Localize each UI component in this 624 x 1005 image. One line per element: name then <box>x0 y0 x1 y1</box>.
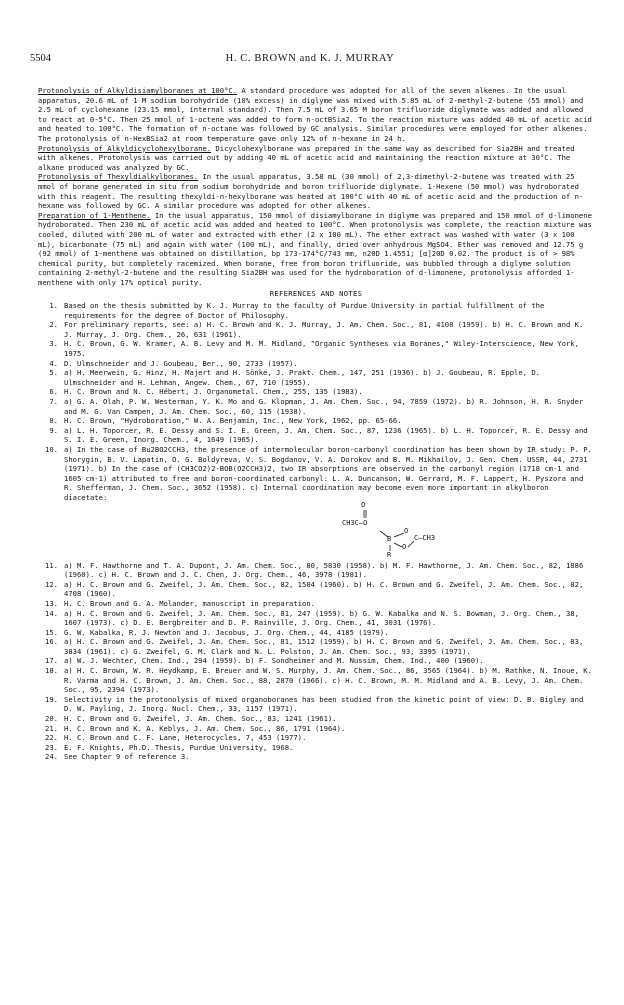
reference-number: 17. <box>45 656 58 666</box>
reference-number: 11. <box>45 560 58 570</box>
reference-text: H. C. Brown and G. Zweifel, J. Am. Chem. Soc., 83, 1241 (1961). <box>64 714 337 724</box>
reference-text: H. C. Brown and C. F. Lane, Heterocycles, 7, 453 (1977). <box>64 733 307 743</box>
reference-number: 12. <box>45 579 58 589</box>
reference-number: 4. <box>49 358 58 368</box>
reference-number: 7. <box>49 397 58 406</box>
reference-number: 6. <box>49 387 58 397</box>
ring-oxygen-label: O <box>404 526 409 535</box>
reference-number: 2. <box>49 320 58 330</box>
paragraph-text: In the usual apparatus, 3.58 mL (30 mmol) of 2,3-dimethyl-2-butene was treated with 25 mmol of borane generated in situ from sodium borohydride and boron trifluoride diglymate. 1-Hexene (50 mmol) was hydroborated with this reagent. The resulting thexyldi-n-hexylborane was heated at 100°C with 40 mL of acetic acid and the production of n-hexane was followed by GC. A similar procedure was adopted for other alkenes. <box>38 172 584 211</box>
reference-number: 23. <box>45 742 58 752</box>
reference-text: a) H. C. Brown, W. R. Heydkamp, E. Breuer and W. S. Murphy, J. Am. Chem. Soc., 86, 3565 (1964). b) M. Rathke, N. Inoue, K. R. Varma and H. C. Brown, J. Am. Chem. Soc., 88, 2870 (1966). c) H. C. Brown, M. M. Midland and A. B. Levy, J. Am. Chem. Soc., 95, 2394 (1973). <box>64 666 592 695</box>
carbonyl-oxygen-label: O <box>361 500 366 509</box>
reference-item <box>38 714 594 724</box>
reference-text: G. W. Kabalka, R. J. Newton and J. Jacobus, J. Org. Chem., 44, 4185 (1979). <box>64 627 389 637</box>
references-title: REFERENCES AND NOTES <box>269 289 363 299</box>
reference-item <box>38 656 594 666</box>
reference-number: 19. <box>45 694 58 704</box>
reference-text: E. F. Knights, Ph.D. Thesis, Purdue University, 1968. <box>64 742 294 752</box>
reference-number: 8. <box>49 416 58 426</box>
paragraph-text: In the usual apparatus, 150 mmol of disiamylborane in diglyme was prepared and 150 mmol of d-limonene hydroborated. Then 230 mL of acetic acid was added and heated to 100°C. When protonolysis was complete, the reaction mixture was cooled, diluted with 200 mL of water and extracted with ether (2 x 100 mL). The ether extract was washed with water (3 x 100 mL), bicarbonate (75 mL) and again with water (100 mL), and finally, dried over anhydrous MgSO4. Ether was removed and 12.75 g (92 mmol) of 1-menthene was obtained on distillation, bp 173-174°C/743 mm, n20D 1.4551; [α]20D 0.02. The product is of > 98% chemical purity, but completely racemized. When borane, free from boron trifluoride, was bubbled through a diglyme solution containing 2-methyl-2-butene and the resulting Sia2BH was used for the hydroboration of d-limonene, protonolysis afforded 1-menthene with only 17% optical purity. <box>38 210 592 287</box>
reference-item <box>38 445 594 503</box>
reference-item <box>38 637 594 656</box>
reference-number: 13. <box>45 598 58 608</box>
page-number: 5504 <box>30 53 51 64</box>
acetate-carbon-label: C—CH3 <box>414 533 436 542</box>
paragraph-text: Dicyclohexylborane was prepared in the same way as described for Sia2BH and treated with alkenes. Protonolysis was carried out by adding 40 mL of acetic acid and maintaining the reaction mixture at 30°C. The alkane produced was analyzed by GC. <box>38 143 575 172</box>
reference-item <box>38 733 594 743</box>
reference-text: a) H. Meerwein, G. Hinz, H. Majert and H. Sönke, J. Prakt. Chem., 147, 251 (1936). b) J. Goubeau, R. Epple, D. Ulmschneider and H. Lehman, Angew. Chem., 67, 710 (1955). <box>64 368 540 387</box>
reference-number: 5. <box>49 368 58 378</box>
reference-text: a) H. C. Brown and G. Zweifel, J. Am. Chem. Soc., 81, 1512 (1959). b) H. C. Brown and G. Zweifel, J. Am. Chem. Soc., 83, 3834 (1961). c) G. Zweifel, G. M. Clark and N. L. Polston, J. Am. Chem. Soc., 93, 3395 (1971). <box>64 637 584 656</box>
reference-text: H. C. Brown and K. A. Keblys, J. Am. Chem. Soc., 86, 1791 (1964). <box>64 723 346 733</box>
reference-item <box>38 752 594 762</box>
page-header <box>30 53 590 67</box>
alkylboron-diacetate-structure <box>338 500 594 561</box>
reference-number: 3. <box>49 339 58 349</box>
reference-item <box>38 580 594 599</box>
reference-text: H. C. Brown and N. C. Hébert, J. Organometal. Chem., 255, 135 (1983). <box>64 387 363 397</box>
reference-item <box>38 368 594 387</box>
reference-text: Based on the thesis submitted by K. J. Murray to the faculty of Purdue University in partial fulfillment of the requirements for the degree of Doctor of Philosophy. <box>64 301 545 320</box>
reference-number: 22. <box>45 733 58 743</box>
reference-text: a) G. A. Olah, P. W. Westerman, Y. K. Mo and G. Klopman, J. Am. Chem. Soc., 94, 7859 (1972). b) R. Johnson, H. R. Snyder and M. G. Van Campen, J. Am. Chem. Soc., 60, 115 (1938). <box>64 397 584 416</box>
reference-item <box>38 416 594 426</box>
reference-text: H. C. Brown, G. W. Kramer, A. B. Levy and M. M. Midland, "Organic Syntheses via Boranes," Wiley-Interscience, New York, 1975. <box>64 339 579 359</box>
reference-item <box>38 695 594 714</box>
reference-item <box>38 301 594 320</box>
reference-item <box>38 609 594 628</box>
reference-text: a) M. F. Hawthorne and T. A. Dupont, J. Am. Chem. Soc., 80, 5830 (1958). b) M. F. Hawthorne, J. Am. Chem. Soc., 82, 1886 (1960). c) H. C. Brown and J. C. Chen, J. Org. Chem., 46, 3978 (1981). <box>64 560 584 580</box>
reference-item <box>38 359 594 369</box>
reference-text: a) L. H. Toporcer, R. E. Dessy and S. I. E. Green, J. Am. Chem. Soc., 87, 1236 (1965). b) L. H. Toporcer, R. E. Dessy and S. I. E. Green, Inorg. Chem., 4, 1649 (1965). <box>64 425 588 445</box>
reference-number: 18. <box>45 666 58 676</box>
reference-text: D. Ulmschneider and J. Goubeau, Ber., 90, 2733 (1957). <box>64 358 298 368</box>
reference-item <box>38 666 594 695</box>
boron-atom-label: B <box>387 534 392 543</box>
paragraph-heading: Protonolysis of Thexyldialkylboranes. <box>38 172 199 182</box>
reference-text: a) H. C. Brown and G. Zweifel, J. Am. Chem. Soc., 81, 247 (1959). b) G. W. Kabalka and N. S. Bowman, J. Org. Chem., 38, 1607 (1973). c) D. E. Bergbreiter and D. P. Rainville, J. Org. Chem., 41, 3031 (1976). <box>64 608 579 628</box>
reference-item <box>38 397 594 416</box>
paragraph-heading: Protonolysis of Alkyldicyclohexylborane. <box>38 143 212 153</box>
experimental-paragraph <box>38 86 594 144</box>
article-body <box>38 86 594 762</box>
reference-item <box>38 724 594 734</box>
reference-number: 24. <box>45 752 58 762</box>
reference-item <box>38 387 594 397</box>
reference-number: 14. <box>45 608 58 618</box>
reference-item <box>38 426 594 445</box>
running-title: H. C. BROWN and K. J. MURRAY <box>225 53 395 64</box>
reference-number: 1. <box>49 301 58 311</box>
reference-text: H. C. Brown, "Hydroboration," W. A. Benjamin, Inc., New York, 1962, pp. 65-66. <box>64 416 402 426</box>
reference-text: a) In the case of Bu2BO2CCH3, the presence of intermolecular boron-carbonyl coordination has been shown by IR study: P. P. Shorygin, B. V. Lapatin, O. G. Boldyreva, V. S. Bogdanov, V. A. Dorokov and B. M. Mikhailov, J. Gen. Chem. USSR, 44, 2731 (1971). b) In the case of (CH3CO2)2-BOB(O2CCH3)2, two IR absorptions are observed in the carbonyl region (1718 cm-1 and 1605 cm-1) attributed to free and boron-coordinated carbonyl: L. A. Duncanson, W. Gerrard, M. F. Lappert, H. Pyszora and R. Shefferman, J. Chem. Soc., 3652 (1958). c) Internal coordination may become even more important in alkylboron diacetate: <box>64 444 592 502</box>
reference-number: 9. <box>49 425 58 435</box>
reference-item <box>38 561 594 580</box>
paragraph-text: A standard procedure was adopted for all of the seven alkenes. In the usual apparatus, 20.6 mL of 1 M sodium borohydride (10% excess) in diglyme was mixed with 5.85 mL of 2-methyl-2-butene (55 mmol) and 2.5 mL of cyclohexane (23.15 mmol, internal standard). Then 7.5 mL of 3.65 M boron trifluoride diglymate was added and allowed to react at 0-5°C. Then 25 mmol of 1-octene was added to form n-octBSia2. To the reaction mixture was added 40 mL of acetic acid and heated to 100°C. The formation of n-octane was followed by GC analysis. Similar procedures were employed for other alkenes. The protonolysis of n-HexBSia2 at room temperature gave only 12% of n-hexane in 24 h. <box>38 86 592 143</box>
reference-text: See Chapter 9 of reference 3. <box>64 752 190 762</box>
reference-item <box>38 599 594 609</box>
paragraph-heading: Protonolysis of Alkyldisiamylboranes at 100°C. <box>38 86 238 95</box>
reference-item <box>38 628 594 638</box>
reference-item <box>38 339 594 358</box>
reference-number: 10. <box>45 444 58 454</box>
structure-bonds <box>338 500 448 561</box>
reference-text: For preliminary reports, see: a) H. C. Brown and K. J. Murray, J. Am. Chem. Soc., 81, 4108 (1959). b) H. C. Brown and K. J. Murray, J. Org. Chem., 26, 631 (1961). <box>64 320 584 339</box>
reference-item <box>38 320 594 339</box>
reference-number: 21. <box>45 723 58 733</box>
experimental-paragraph <box>38 211 594 288</box>
reference-text: H. C. Brown and G. A. Molander, manuscript in preparation. <box>64 598 315 608</box>
reference-number: 16. <box>45 637 58 647</box>
reference-text: a) W. J. Wechter, Chem. Ind., 294 (1959). b) F. Sondheimer and M. Nussim, Chem. Ind., 400 (1960). <box>64 656 484 666</box>
reference-text: Selectivity in the protonolysis of mixed organoboranes has been studied from the kinetic point of view: D. B. Bigley and D. W. Payling, J. Inorg. Nucl. Chem., 33, 1157 (1971). <box>64 694 584 714</box>
lower-oxygen-label: O <box>402 542 407 551</box>
reference-text: a) H. C. Brown and G. Zweifel, J. Am. Chem. Soc., 82, 1504 (1960). b) H. C. Brown and G. Zweifel, J. Am. Chem. Soc., 82, 4708 (1960). <box>64 579 584 599</box>
experimental-paragraph <box>38 172 594 210</box>
acetyl-group-label: CH3C—O <box>342 518 368 527</box>
paragraph-heading: Preparation of 1-Menthene. <box>38 210 151 220</box>
experimental-paragraph <box>38 144 594 173</box>
reference-number: 20. <box>45 714 58 724</box>
alkyl-group-label: R <box>387 550 392 559</box>
reference-item <box>38 743 594 753</box>
reference-number: 15. <box>45 627 58 637</box>
